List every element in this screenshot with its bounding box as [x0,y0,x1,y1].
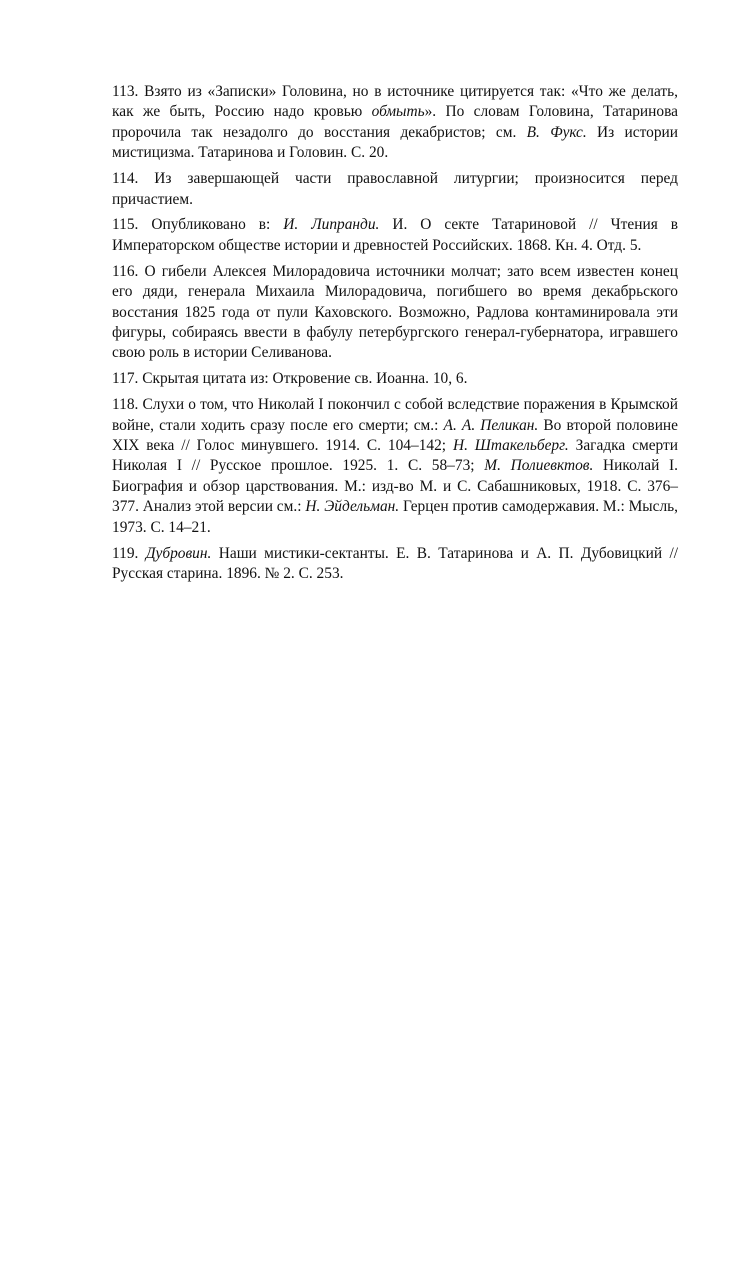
note-text: И. О секте Татариновой // Чтения в Императорском обществе истории и древностей Российских. 1868. Кн. 4. Отд. 5. [112,216,679,254]
note-text [138,545,145,562]
note-text: Во второй половине XIX века // Голос минувшего. 1914. С. 104–142; [112,416,678,454]
note-number: 119. [112,544,139,562]
endnotes-list [112,82,678,590]
note-italic-text: обмыть [371,103,425,121]
endnote-116 [112,262,678,364]
note-author: Н. Эйдельман. [305,498,400,516]
note-author: В. Фукс. [526,123,587,141]
note-number: 115. [112,216,139,234]
note-text: Из истории мистицизма. Татаринова и Головин. С. 20. [112,123,678,162]
note-text: ». По словам Головина, Татаринова пророчила так незадолго до восстания декабристов; см. [112,103,678,141]
note-author: И. Липранди. [283,216,380,234]
note-number: 117. [112,370,139,388]
note-text: Наши мистики-сектанты. Е. В. Татаринова и А. П. Дубовицкий // Русская старина. 1896. № 2. С. 253. [112,544,678,582]
note-text: Герцен против самодержавия. М.: Мысль, 1973. С. 14–21. [112,498,678,536]
note-text: О гибели Алексея Милорадовича источники молчат; зато всем известен конец его дяди, генерала Михаила Милорадовича, погибшего во время декабрьского восстания 1825 года от пули Каховского. Возможно, Радлова контаминировала эти фигуры, собираясь ввести в фабулу петербургского генерал-губернатора, игравшего свою роль в истории Селиванова. [112,262,678,362]
note-text: Опубликовано в: [138,216,284,234]
endnote-118 [112,395,678,538]
endnote-114 [112,169,678,210]
note-number: 116. [112,262,139,280]
note-author: Дубровин. [145,544,212,562]
note-text: Загадка смерти Николая I // Русское прошлое. 1925. 1. С. 58–73; [112,437,678,475]
endnote-113 [112,82,678,164]
note-text: Взято из «Записки» Головина, но в источнике цитируется так: «Что же делать, как же быть, Россию надо кровью [112,83,678,121]
endnote-119 [112,544,678,585]
note-number: 113. [112,83,139,100]
note-author: Н. Штакельберг. [452,437,569,454]
note-text: Из завершающей части православной литургии; произносится перед причастием. [112,170,678,208]
note-author: А. А. Пеликан. [443,416,539,434]
note-text: Скрытая цитата из: Откровение св. Иоанна. 10, 6. [138,370,468,388]
note-author: М. Полиевктов. [484,457,594,475]
note-text: Николай I. Биография и обзор царствования. М.: изд-во М. и С. Сабашниковых, 1918. С. 376–377. Анализ этой версии см.: [112,457,678,516]
note-number: 118. [112,396,139,414]
note-number: 114. [112,170,139,188]
endnote-117 [112,369,678,389]
endnote-115 [112,215,678,256]
note-text: Слухи о том, что Николай I покончил с собой вследствие поражения в Крымской войне, стали ходить сразу после его смерти; см.: [112,396,678,434]
